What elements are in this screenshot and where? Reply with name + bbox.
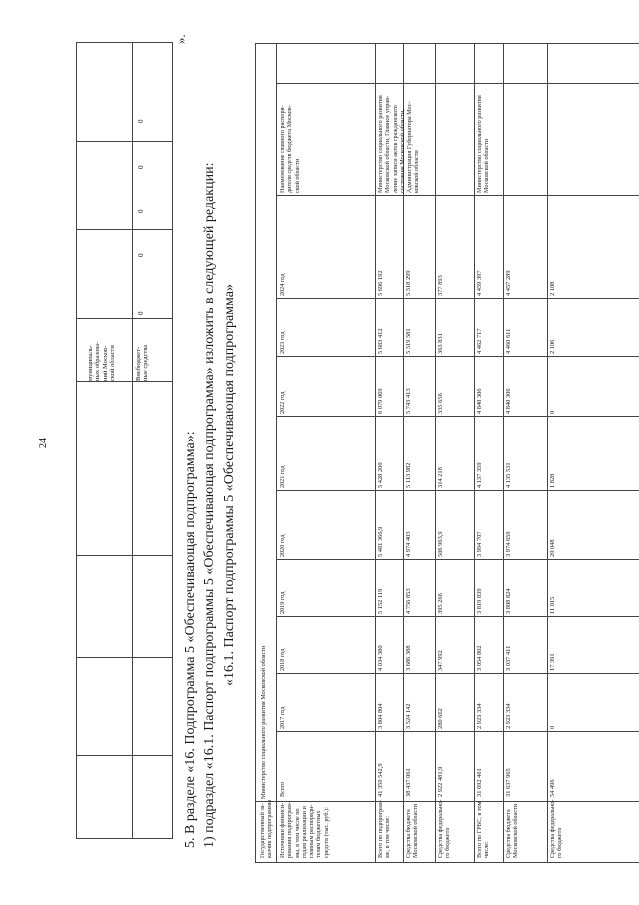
sources-label: Источники финанси- рования подпрограм- мы, в том числе по годам реализации и главным распоряди- телям бюджетных средств (тыс. руб.): (279, 801, 330, 858)
row-year-value: 0 (549, 725, 556, 729)
offbudget-value: 0 (137, 209, 145, 213)
offbudget-value: 0 (137, 311, 145, 315)
continuation-table (76, 42, 173, 839)
table-line (547, 43, 548, 863)
table-row-line (77, 229, 172, 230)
admin-header: Наименование главного распоря- дителя средств бюджета Москов- ской области (279, 105, 301, 193)
table-line (276, 298, 639, 299)
year-header: 2024 год (279, 273, 286, 296)
row-year-value: 17 391 (549, 653, 556, 671)
table-column-line (132, 43, 133, 838)
offbudget-value: 0 (137, 119, 145, 123)
row-year-value: 363 831 (437, 333, 444, 354)
row-year-value: 4 974 403 (405, 531, 412, 557)
row-admin: Министерство социального развития Московской области (476, 95, 491, 193)
table-line (276, 616, 639, 617)
row-year-value: 506 963,9 (437, 531, 444, 557)
row-year-value: 5 428 200 (377, 462, 384, 488)
row-year-value: 395 266 (437, 593, 444, 614)
closing-quote: ». (173, 34, 188, 44)
row-year-value: 0 (549, 410, 556, 414)
row-year-value: 5 152 119 (377, 588, 384, 614)
row-label: Средства федерально- го бюджета (437, 799, 452, 858)
row-label: Всего по подпрограм- ме, в том числе: (377, 800, 392, 858)
row-year-value: 4 034 380 (377, 645, 384, 671)
row-label: Средства бюджета Московской области (505, 803, 520, 858)
row-year-value: 3 974 659 (505, 531, 512, 557)
row-year-value: 4 460 611 (505, 328, 512, 354)
table-line (276, 195, 639, 196)
row-year-value: 3 524 142 (405, 703, 412, 729)
table-row-line (77, 141, 172, 142)
row-year-value: 6 079 069 (377, 388, 384, 414)
table-line (503, 43, 504, 863)
row-year-value: 11 015 (549, 596, 556, 614)
year-header: 2022 год (279, 391, 286, 414)
year-header: 2023 год (279, 331, 286, 354)
row-year-value: 3 686 388 (405, 645, 412, 671)
row-year-value: 4 137 359 (476, 462, 483, 488)
row-label: Средства федерально- го бюджета (549, 799, 564, 858)
table-line (474, 43, 475, 863)
passport-table (255, 43, 639, 863)
row-label: Средства бюджета Московской области (405, 803, 420, 858)
row-year-value: 5 318 299 (405, 270, 412, 296)
page-number: 24 (38, 438, 49, 448)
table-row-line (77, 555, 172, 556)
row-year-value: 2 106 (549, 339, 556, 354)
row-year-value: 5 319 581 (405, 328, 412, 354)
table-line (435, 43, 436, 863)
row-year-value: 3 819 839 (476, 588, 483, 614)
row-year-value: 1 828 (549, 473, 556, 488)
row-year-value: 2 923 334 (476, 703, 483, 729)
table-row-line (77, 318, 172, 319)
year-header: 2019 год (279, 591, 286, 614)
row-year-value: 314 218 (437, 467, 444, 488)
row-year-value: 5 743 413 (405, 388, 412, 414)
table-line (276, 356, 639, 357)
passport-title: «16.1. Паспорт подпрограммы 5 «Обеспечивающая подпрограмма» (222, 284, 237, 686)
table-line (375, 43, 376, 863)
table-line (276, 43, 277, 863)
row-year-value: 4 459 397 (476, 270, 483, 296)
row-year-value: 377 893 (437, 275, 444, 296)
table-line (276, 490, 639, 491)
offbudget-value: 0 (137, 165, 145, 169)
row-year-value: 4 840 306 (505, 388, 512, 414)
row-year-value: 4 840 306 (476, 388, 483, 414)
total-header: Всего (279, 781, 286, 797)
table-line (276, 83, 639, 84)
year-header: 2018 год (279, 648, 286, 671)
municipal-label: муниципаль- ных образова- ний Москов- ской области (87, 341, 117, 381)
row-year-value: 5 481 366,9 (377, 526, 384, 557)
row-year-value: 3 037 411 (505, 645, 512, 671)
offbudget-label: Внебюджет- ные средства (135, 344, 150, 381)
row-total: 41 359 542,9 (377, 763, 384, 797)
row-admin: Министерство социального развития Московской области, Главное управ- ление записи актов гражданского состояния Московской области, Администрация Губернатора Мос- ковской области (377, 95, 421, 193)
row-total: 38 437 061 (405, 768, 412, 797)
row-year-value: 4 462 717 (476, 328, 483, 354)
table-line (255, 43, 256, 863)
table-line (276, 416, 639, 417)
row-year-value: 20 048 (549, 539, 556, 557)
row-year-value: 2 923 334 (505, 703, 512, 729)
table-line (255, 862, 639, 863)
row-year-value: 4 135 531 (505, 462, 512, 488)
row-total: 31 692 461 (476, 768, 483, 797)
row-year-value: 3 804 804 (377, 703, 384, 729)
coordinator-value: Министерство социального развития Московской области (260, 645, 267, 799)
row-label: Всего по ГРБС, в том числе: (476, 801, 491, 858)
row-year-value: 4 756 853 (405, 588, 412, 614)
row-year-value: 2 108 (549, 281, 556, 296)
table-line (276, 673, 639, 674)
row-year-value: 335 656 (437, 393, 444, 414)
row-year-value: 4 457 289 (505, 270, 512, 296)
subsection-heading: 1) подраздел «16.1. Паспорт подпрограммы 5 «Обеспечивающая подпрограмма» изложить в следующей редакции: (202, 162, 217, 848)
row-year-value: 280 662 (437, 708, 444, 729)
row-total: 2 922 481,9 (437, 766, 444, 797)
row-year-value: 5 113 982 (405, 462, 412, 488)
row-total: 54 496 (549, 779, 556, 797)
offbudget-value: 0 (137, 253, 145, 257)
row-year-value: 5 696 192 (377, 270, 384, 296)
row-year-value: 3 808 824 (505, 588, 512, 614)
year-header: 2020 год (279, 534, 286, 557)
row-year-value: 3 054 802 (476, 645, 483, 671)
table-line (255, 43, 639, 44)
table-line (276, 731, 639, 732)
section-heading: 5. В разделе «16. Подпрограмма 5 «Обеспечивающая подпрограмма»: (183, 431, 198, 848)
table-row-line (77, 381, 172, 382)
row-total: 31 637 965 (505, 768, 512, 797)
year-header: 2021 год (279, 465, 286, 488)
row-year-value: 3 994 707 (476, 531, 483, 557)
table-row-line (77, 657, 172, 658)
table-line (276, 559, 639, 560)
table-row-line (77, 755, 172, 756)
coordinator-label: Государственный за- казчик подпрограммы (259, 799, 274, 858)
row-year-value: 5 683 412 (377, 328, 384, 354)
year-header: 2017 год (279, 706, 286, 729)
row-year-value: 347 992 (437, 650, 444, 671)
